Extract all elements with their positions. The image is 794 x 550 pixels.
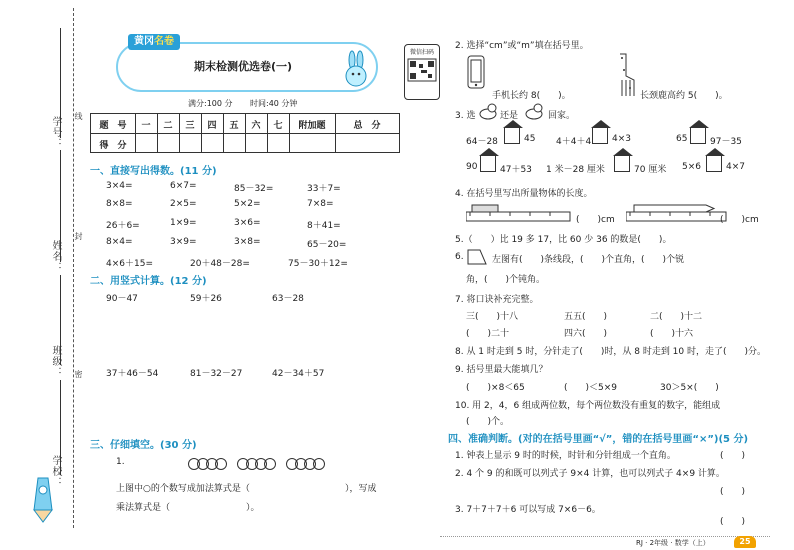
q9-item: 30＞5×( ) (660, 383, 719, 393)
q3-right: 45 (524, 134, 536, 144)
rabbit-mascot-icon (338, 50, 374, 90)
section-2-title: 二、用竖式计算。(12 分) (90, 276, 207, 287)
q3-right: 97－35 (710, 137, 742, 147)
name-label: 姓名： (50, 240, 61, 273)
q6-text-b: 角，( )个钝角。 (466, 275, 546, 285)
arith-item: 3×4= (106, 181, 133, 191)
ruler-with-eraser-icon (466, 202, 574, 222)
brand-sub: 名卷 (154, 36, 174, 47)
table-header: 附加题 (298, 121, 326, 131)
giraffe-icon (612, 50, 640, 98)
q3-left: 4＋4＋4 (556, 137, 592, 147)
q6-text-a: 左图有( )条线段，( )个直角，( )个锐 (492, 255, 685, 265)
q1-multiplication-end: ）。 (246, 503, 260, 513)
judge-answer[interactable]: ( ) (720, 487, 746, 497)
arith-item: 5×2= (234, 199, 261, 209)
house-box (614, 156, 630, 172)
arith-item: 33＋7= (307, 184, 341, 194)
q3-left: 65 (676, 134, 688, 144)
q9-item: ( )＜5×9 (564, 383, 618, 393)
q3-title-start: 3. 选 (455, 111, 476, 121)
judge-answer[interactable]: ( ) (720, 451, 746, 461)
q7-item: 五五( ) (564, 312, 608, 322)
q2-phone: 手机长约 8( )。 (492, 91, 571, 101)
table-header: 六 (251, 121, 261, 131)
q1-addition-end: ），写成 (345, 484, 377, 494)
judge-item: 3. 7＋7＋7＋6 可以写成 7×6－6。 (455, 505, 601, 515)
table-header: 总 分 (353, 121, 381, 131)
arith-item: 8×4= (106, 237, 133, 247)
q3-title-end: 回家。 (548, 111, 576, 121)
house-box (690, 128, 706, 144)
qr-caption: 微信扫码 (409, 49, 434, 56)
q3-left: 64－28 (466, 137, 498, 147)
cut-mark-secret: 密 (74, 370, 83, 379)
q1-number: 1. (116, 457, 125, 467)
cut-mark-line: 线 (74, 112, 83, 121)
q10-text-b: ( )个。 (466, 417, 510, 427)
q7-item: ( )十六 (650, 329, 694, 339)
brand-logo (128, 34, 180, 50)
arith-item: 75－30＋12= (288, 259, 348, 269)
name-line (60, 150, 61, 262)
house-box (592, 128, 608, 144)
page-number-badge: 25 (734, 536, 756, 548)
arith-item: 26＋6= (106, 221, 140, 231)
arith-item: 8×8= (106, 199, 133, 209)
phone-icon (466, 54, 486, 90)
student-id-label: 学号： (50, 116, 61, 149)
cut-mark-seal: 封 (74, 232, 83, 241)
mascot-pencil-icon (26, 474, 62, 524)
arith-item: 4×6＋15= (106, 259, 153, 269)
judge-answer[interactable]: ( ) (720, 517, 746, 527)
score-row-label: 得 分 (99, 141, 127, 151)
q7-text: 7. 将口诀补充完整。 (455, 295, 539, 305)
arith-item: 3×6= (234, 218, 261, 228)
table-header: 二 (163, 121, 173, 131)
q2-text: 2. 选择“cm”或“m”填在括号里。 (455, 41, 589, 51)
q1-addition-prompt: 上图中○的个数写成加法算式是（ (116, 484, 250, 494)
q10-text-a: 10. 用 2，4，6 组成两位数，每个两位数没有重复的数字，能组成 (455, 401, 721, 411)
q3-right: 4×3 (612, 134, 631, 144)
table-header: 四 (207, 121, 217, 131)
table-header: 题 号 (99, 121, 127, 131)
class-label: 班级： (50, 345, 61, 378)
binding-line (73, 8, 74, 528)
school-label: 学校： (50, 455, 61, 488)
vertical-calc-item: 90－47 (106, 294, 138, 304)
q7-item: 二( )十二 (650, 312, 703, 322)
table-header: 一 (141, 121, 151, 131)
brand-name: 黄冈 (134, 36, 154, 47)
q7-item: 三( )十八 (466, 312, 519, 322)
duck-icon (478, 102, 498, 120)
student-id-line (60, 28, 61, 138)
circle-groups-icon (188, 456, 338, 472)
score-table (90, 113, 400, 153)
vertical-calc-item: 37＋46－54 (106, 369, 159, 379)
judge-item: 2. 4 个 9 的和既可以列式子 9×4 计算，也可以列式子 4×9 计算。 (455, 469, 725, 479)
time-limit: 时间:40 分钟 (250, 99, 298, 108)
vertical-calc-item: 81－32－27 (190, 369, 243, 379)
arith-item: 20＋48－28= (190, 259, 250, 269)
arith-item: 65－20= (307, 240, 347, 250)
qr-card (404, 44, 440, 100)
footer-text: RJ · 2年级 · 数学（上） (636, 539, 710, 547)
house-box (706, 156, 722, 172)
table-header: 五 (229, 121, 239, 131)
ruler-with-pencil-icon (626, 202, 732, 222)
q3-left: 90 (466, 162, 478, 172)
q1-multiplication-prompt: 乘法算式是（ (116, 503, 171, 513)
arith-item: 1×9= (170, 218, 197, 228)
table-header: 七 (273, 121, 283, 131)
q9-item: ( )×8＜65 (466, 383, 525, 393)
vertical-calc-item: 59＋26 (190, 294, 222, 304)
q3-left: 1 米－28 厘米 (546, 165, 605, 175)
duckling-icon (524, 102, 544, 120)
q3-right: 70 厘米 (634, 165, 667, 175)
q3-right: 4×7 (726, 162, 745, 172)
section-4-title: 四、准确判断。(对的在括号里画“√”，错的在括号里画“×”)(5 分) (448, 434, 749, 445)
q6-number: 6. (455, 252, 464, 262)
q2-giraffe: 长颈鹿高约 5( )。 (640, 91, 728, 101)
q3-left: 5×6 (682, 162, 701, 172)
quadrilateral-figure-icon (466, 248, 488, 266)
full-score: 满分:100 分 (188, 99, 233, 108)
q8-text: 8. 从 1 时走到 5 时，分针走了( )时，从 8 时走到 10 时，走了( )分。 (455, 347, 767, 357)
qr-code-icon (407, 58, 437, 82)
q7-item: ( )二十 (466, 329, 510, 339)
page-title: 期末检测优选卷(一) (194, 60, 293, 73)
arith-item: 3×9= (170, 237, 197, 247)
q3-title-mid: 还是 (500, 111, 519, 121)
arith-item: 8＋41= (307, 221, 341, 231)
arith-item: 2×5= (170, 199, 197, 209)
judge-item: 1. 钟表上显示 9 时的时候，时针和分针组成一个直角。 (455, 451, 676, 461)
vertical-calc-item: 42－34＋57 (272, 369, 325, 379)
section-1-title: 一、直接写出得数。(11 分) (90, 166, 217, 177)
school-line (60, 380, 61, 475)
q5-text: 5.（ ）比 19 多 17，比 60 少 36 的数是( )。 (455, 235, 672, 245)
q4-answer-2: ( )cm (720, 215, 759, 225)
house-box (504, 128, 520, 144)
q7-item: 四六( ) (564, 329, 608, 339)
section-3-title: 三、仔细填空。(30 分) (90, 440, 197, 451)
q4-text: 4. 在括号里写出所量物体的长度。 (455, 189, 593, 199)
arith-item: 7×8= (307, 199, 334, 209)
arith-item: 6×7= (170, 181, 197, 191)
house-box (480, 156, 496, 172)
arith-item: 85－32= (234, 184, 274, 194)
arith-item: 3×8= (234, 237, 261, 247)
q9-text: 9. 括号里最大能填几？ (455, 365, 548, 375)
vertical-calc-item: 63－28 (272, 294, 304, 304)
q4-answer-1: ( )cm (576, 215, 615, 225)
table-header: 三 (185, 121, 195, 131)
footer-line (440, 536, 770, 537)
class-line (60, 275, 61, 365)
q3-right: 47＋53 (500, 165, 532, 175)
